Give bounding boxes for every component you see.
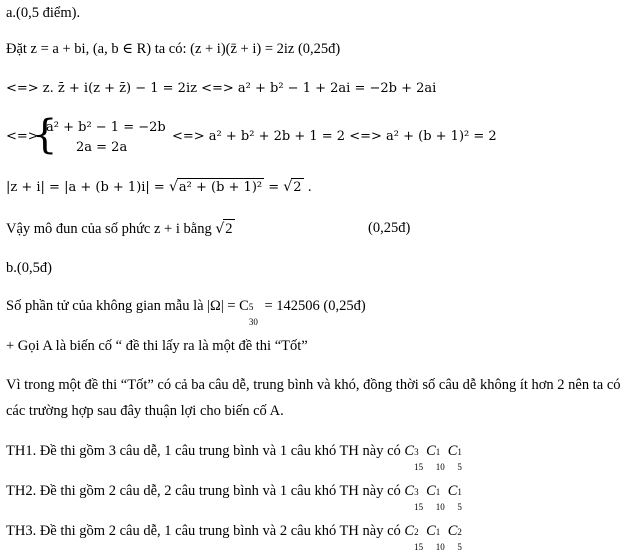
system-equation-1: a² + b² − 1 = −2b	[46, 120, 166, 135]
radicand-1: a² + (b + 1)²	[178, 180, 263, 195]
part-b-heading: b.(0,5đ)	[6, 260, 52, 276]
system-equation-2: 2a = 2a	[76, 140, 128, 155]
combination-symbol: C	[447, 523, 458, 539]
reasoning-line-2: các trường hợp sau đây thuận lợi cho biến cố A.	[6, 403, 284, 419]
conclusion-score: (0,25đ)	[368, 220, 411, 236]
left-brace: {	[32, 112, 58, 158]
case-th2-combos: C 3 15 C 1 10 C 1 5	[404, 483, 462, 512]
equivalence-arrow: <=>	[6, 129, 39, 144]
system-result: <=> a² + b² + 2b + 1 = 2 <=> a² + (b + 1)² = 2	[172, 129, 497, 144]
combination-symbol: C	[426, 443, 436, 459]
case-th2	[6, 482, 469, 512]
combination-symbol: C	[404, 483, 415, 499]
case-th1	[6, 442, 469, 472]
conclusion-radicand: 2	[225, 221, 233, 237]
case-th1-text: TH1. Đề thi gồm 3 câu dễ, 1 câu trung bình và 1 câu khó TH này có	[6, 443, 405, 459]
case-th3-combos: C 2 15 C 1 10 C 2 5	[404, 523, 462, 552]
equation-expand-line: <=> z. z̄ + i(z + z̄) − 1 = 2iz <=> a² + b² − 1 + 2ai = −2b + 2ai	[6, 81, 437, 96]
combination-symbol: C	[447, 443, 458, 459]
combination-symbol: C	[426, 523, 436, 539]
combination-symbol: C	[404, 523, 415, 539]
conclusion-line	[6, 219, 235, 238]
radicand-2: 2	[293, 180, 302, 195]
sqrt-sign: √	[283, 179, 293, 195]
modulus-line	[6, 178, 312, 197]
case-th3-text: TH3. Đề thi gồm 2 câu dễ, 1 câu trung bình và 2 câu khó TH này có	[6, 523, 405, 539]
sqrt-sign: √	[215, 221, 225, 237]
conclusion-text: Vậy mô đun của số phức z + i bằng	[6, 221, 216, 237]
event-definition: + Gọi A là biến cố “ đề thi lấy ra là một đề thi “Tốt”	[6, 338, 308, 354]
sample-space-result: = 142506 (0,25đ)	[260, 298, 366, 314]
combination-symbol: C	[447, 483, 458, 499]
setup-line: Đặt z = a + bi, (a, b ∈ R) ta có: (z + i)(z̄ + i) = 2iz (0,25đ)	[6, 41, 341, 57]
modulus-lhs: |z + i| = |a + (b + 1)i| =	[6, 180, 169, 195]
sample-space-text: Số phần tử của không gian mẫu là |Ω| = C	[6, 298, 249, 314]
part-a-heading: a.(0,5 điểm).	[6, 5, 81, 21]
case-th3	[6, 522, 469, 552]
period: .	[303, 180, 312, 195]
sample-space-line: Số phần tử của không gian mẫu là |Ω| = C 5 30 = 142506 (0,25đ)	[6, 298, 366, 327]
combination-symbol: C	[426, 483, 436, 499]
case-th2-text: TH2. Đề thi gồm 2 câu dễ, 2 câu trung bình và 1 câu khó TH này có	[6, 483, 405, 499]
case-th1-combos: C 3 15 C 1 10 C 1 5	[404, 443, 462, 472]
equals: =	[264, 180, 284, 195]
equation-system	[6, 112, 566, 158]
combination-symbol: C	[404, 443, 415, 459]
reasoning-line-1: Vì trong một đề thi “Tốt” có cả ba câu dễ, trung bình và khó, đồng thời số câu dễ không ít hơn 2 nên ta có	[6, 377, 621, 393]
sqrt-sign: √	[168, 179, 178, 195]
